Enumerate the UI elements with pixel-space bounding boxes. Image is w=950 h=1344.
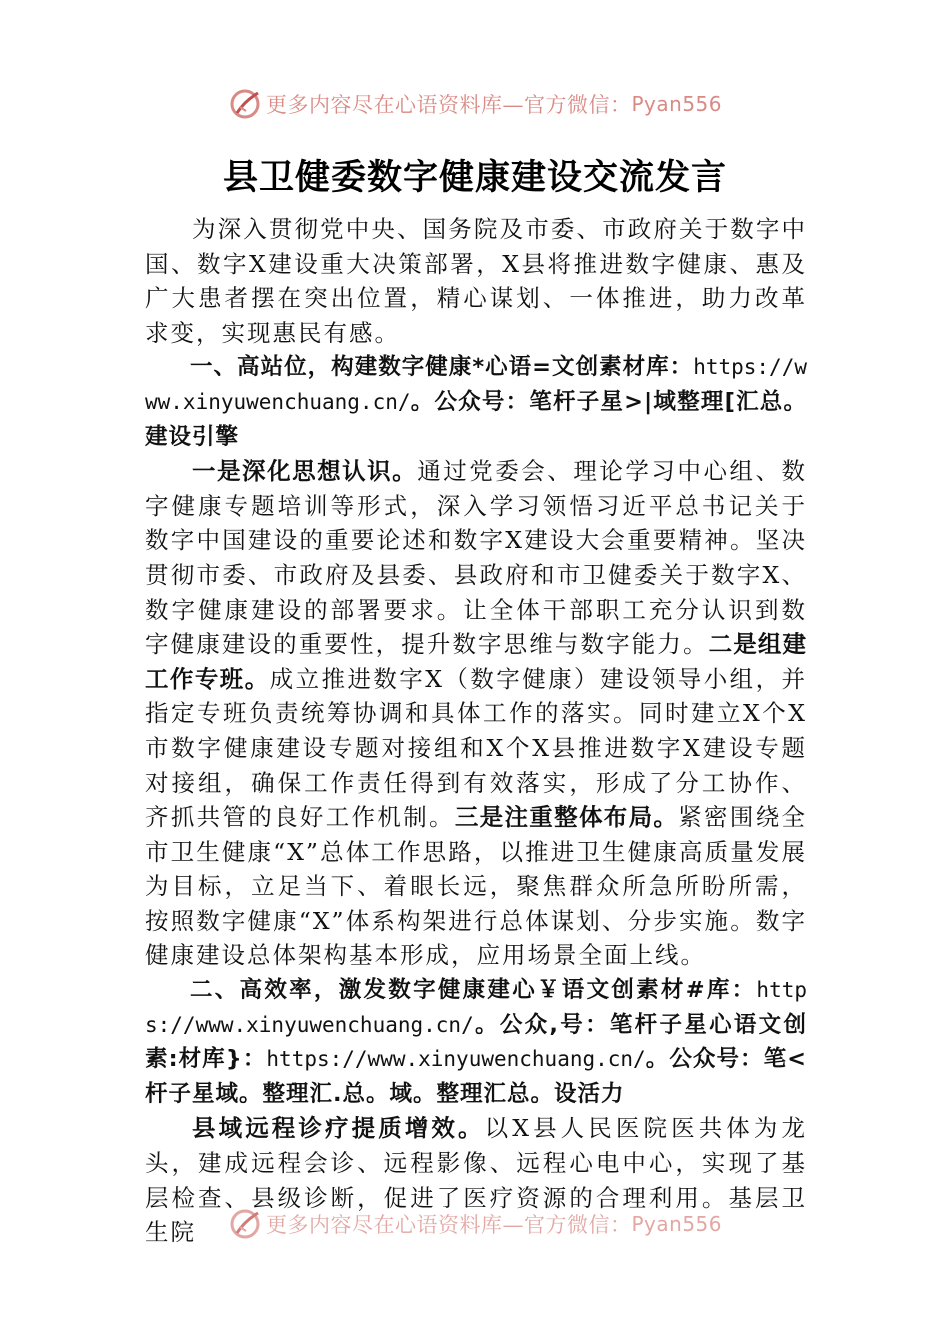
brush-logo-icon-bottom <box>228 1207 262 1241</box>
lead-remote-diagnosis: 县域远程诊疗提质增效。 <box>192 1114 485 1143</box>
document-title: 县卫健委数字健康建设交流发言 <box>222 157 727 198</box>
watermark-banner-top <box>0 84 950 124</box>
section2-heading-c: 。公众号：笔<杆子星域。整理汇.总。域。整理汇总。设活力 <box>145 1046 807 1107</box>
lead-work-team: 二是组建工作专班。 <box>145 630 808 693</box>
text-deepen-thinking: 通过党委会、理论学习中心组、数字健康专题培训等形式，深入学习领悟习近平总书记关于数字中国建设的重要论述和数字X建设大会重要精神。坚决贯彻市委、市政府及县委、县政府和市卫健委关于数字X、数字健康建设的部署要求。让全体干部职工充分认识到数字健康建设的重要性，提升数字思维与数字能力。 <box>145 457 808 659</box>
section1-heading-a: 一、高站位，构建数字健康*心语=文创素材库： <box>190 354 694 381</box>
section2-heading-b: 。公众,号：笔杆子星心语文创素:材库}： <box>145 1011 807 1073</box>
text-work-team: 成立推进数字X（数字健康）建设领导小组，并指定专班负责统筹协调和具体工作的落实。同时建立X个X市数字健康建设专题对接组和X个X县推进数字X建设专题对接组，确保工作责任得到有效落实，形成了分工协作、齐抓共管的良好工作机制。 <box>145 664 807 832</box>
text-overall-layout: 紧密围绕全市卫生健康“X”总体工作思路，以推进卫生健康高质量发展为目标，立足当下、着眼长远，聚焦群众所急所盼所需，按照数字健康“X”体系构架进行总体谋划、分步实施。数字健康建设总体架构基本形成，应用场景全面上线。 <box>145 803 808 970</box>
section1-paragraph <box>145 454 807 973</box>
section1-url: https://www.xinyuwenchuang.cn/ <box>145 355 807 414</box>
watermark-wechat-id-bottom: Pyan556 <box>631 1212 722 1236</box>
brush-logo-icon <box>228 87 262 121</box>
watermark-banner-bottom <box>0 1204 950 1244</box>
section1-heading <box>145 350 807 454</box>
text-remote-diagnosis: 以X县人民医院医共体为龙头，建成远程会诊、远程影像、远程心电中心，实现了基层检查、县级诊断，促进了医疗资源的合理利用。基层卫生院 <box>145 1114 808 1247</box>
lead-overall-layout: 三是注重整体布局。 <box>454 803 679 832</box>
watermark-text: 更多内容尽在心语资料库—官方微信： <box>265 93 632 117</box>
section2-url-1: https://www.xinyuwenchuang.cn/ <box>145 978 807 1037</box>
intro-paragraph: 为深入贯彻党中央、国务院及市委、市政府关于数字中国、数字X建设重大决策部署，X县将推进数字健康、惠及广大患者摆在突出位置，精心谋划、一体推进，助力改革求变，实现惠民有感。 <box>145 215 807 347</box>
lead-deepen-thinking: 一是深化思想认识。 <box>192 457 418 486</box>
watermark-text-bottom: 更多内容尽在心语资料库—官方微信： <box>265 1213 632 1237</box>
watermark-wechat-id: Pyan556 <box>631 92 722 116</box>
section2-url-2: https://www.xinyuwenchuang.cn/ <box>266 1047 646 1072</box>
section2-heading <box>145 973 807 1111</box>
section2-heading-a: 二、高效率，激发数字健康建心￥语文创素材#库： <box>190 977 757 1004</box>
section1-heading-b: 。公众号：笔杆子星>|域整理[汇总。建设引擎 <box>145 388 807 450</box>
